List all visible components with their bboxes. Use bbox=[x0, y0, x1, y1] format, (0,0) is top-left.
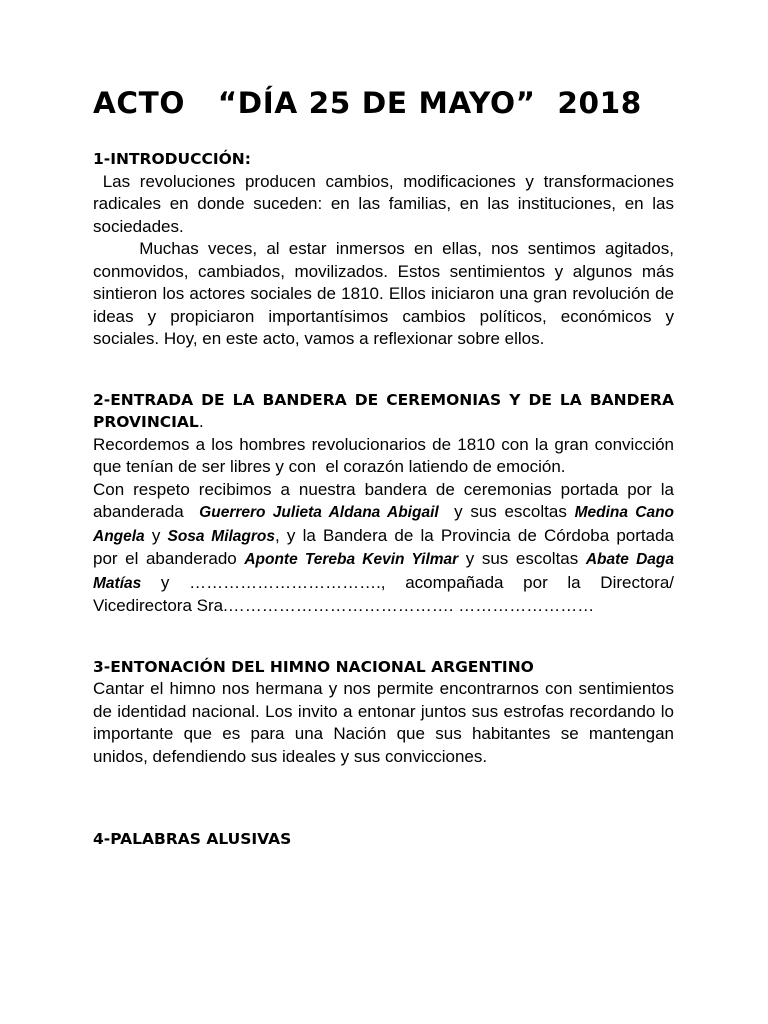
text-run: Con respeto recibimos a nuestra bandera de ceremonias portada por la abanderada bbox=[93, 479, 679, 521]
section-himno bbox=[93, 656, 674, 769]
section-heading: 3-ENTONACIÓN DEL HIMNO NACIONAL ARGENTINO bbox=[93, 657, 534, 676]
text-run: , y la Bandera de la Provincia de Córdoba portada por el abanderado bbox=[93, 525, 679, 568]
paragraph: Muchas veces, al estar inmersos en ellas, nos sentimos agitados, conmovidos, cambiados, movilizados. Estos sentimientos y algunos más sintieron los actores sociales de 1810. Ellos iniciaron una gran revolución de ideas y propiciaron importantísimos cambios políticos, económicos y sociales. Hoy, en este acto, vamos a reflexionar sobre ellos. bbox=[93, 239, 679, 348]
document-title: ACTO “DÍA 25 DE MAYO” 2018 bbox=[93, 86, 642, 120]
student-name: Medina Cano Angela bbox=[93, 504, 678, 545]
section-heading: 4-PALABRAS ALUSIVAS bbox=[93, 830, 292, 848]
paragraph: Cantar el himno nos hermana y nos permite encontrarnos con sentimientos de identidad nacional. Los invito a entonar juntos sus estrofas recordando lo importante que es para una Nación que sus habitantes se mantengan unidos, defendiendo sus ideales y sus convicciones. bbox=[93, 679, 674, 766]
heading-suffix: . bbox=[198, 413, 204, 431]
student-name: Aponte Tereba Kevin Yilmar bbox=[244, 551, 459, 568]
section-entrada-bandera bbox=[93, 389, 679, 618]
text-run: y bbox=[144, 525, 168, 545]
text-run: y sus escoltas bbox=[438, 502, 575, 521]
heading-text: 2-ENTRADA DE LA BANDERA DE CEREMONIAS Y DE LA BANDERA PROVINCIAL bbox=[93, 390, 674, 431]
text-run: y sus escoltas bbox=[458, 549, 586, 568]
section-heading: 1-INTRODUCCIÓN: bbox=[93, 150, 251, 168]
section-palabras-alusivas bbox=[93, 828, 674, 851]
student-name: Sosa Milagros bbox=[167, 527, 276, 545]
student-name: Abate Daga Matías bbox=[93, 551, 679, 592]
paragraph: Las revoluciones producen cambios, modificaciones y transformaciones radicales en donde suceden: en las familias, en las instituciones, en las sociedades. bbox=[93, 171, 679, 236]
paragraph: Recordemos a los hombres revolucionarios de 1810 con la gran convicción que tenían de ser libres y con el corazón latiendo de emoción. bbox=[93, 434, 679, 476]
student-name: Guerrero Julieta Aldana Abigail bbox=[199, 504, 439, 521]
section-heading bbox=[93, 389, 674, 434]
section-introduccion bbox=[93, 148, 679, 351]
text-run: y ……………………………., acompañada por la Directora/ Vicedirectora Sra.…………………………………. …………………… bbox=[93, 572, 679, 615]
paragraph-abanderados bbox=[93, 479, 679, 618]
